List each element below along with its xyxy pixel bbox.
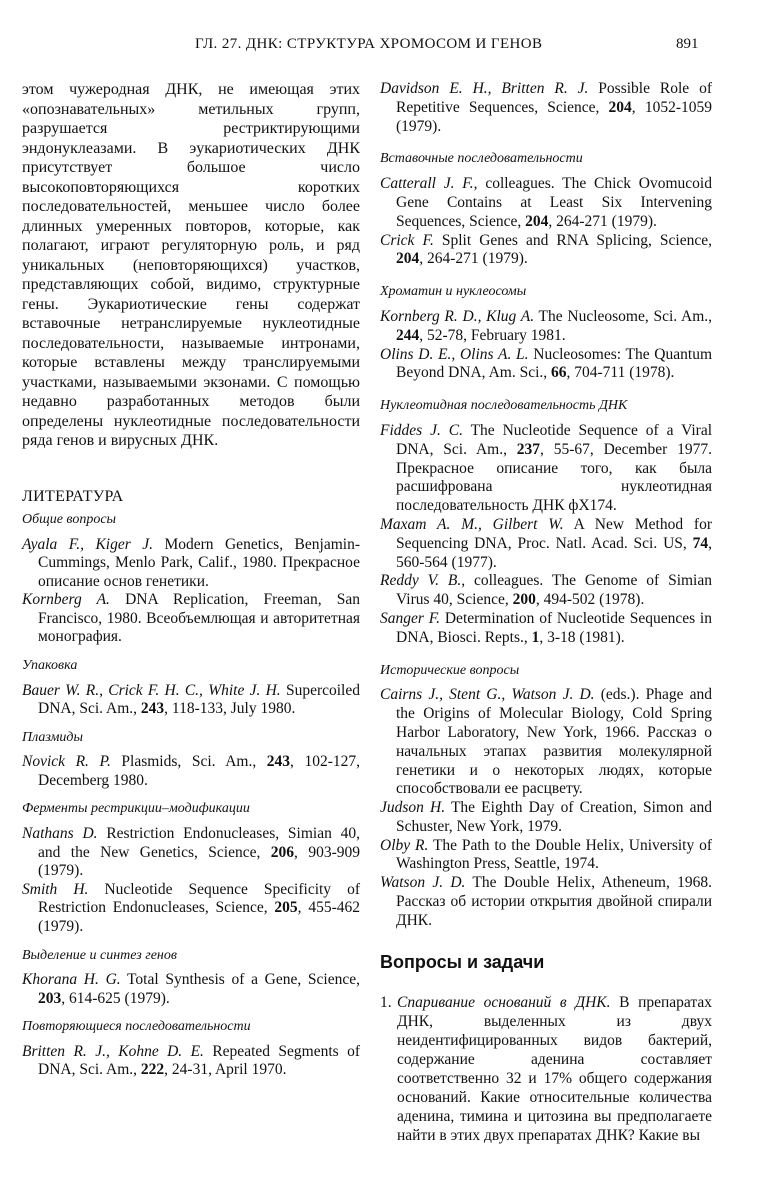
reference-authors: Crick F.: [380, 231, 434, 249]
reference-entry: [22, 971, 360, 1008]
reference-authors: Olins D. E., Olins A. L.: [380, 345, 529, 363]
reference-authors: Olby R.: [380, 836, 429, 854]
reference-authors: Fiddes J. C.: [380, 421, 463, 439]
section-heading: Хроматин и нуклеосомы: [380, 284, 527, 300]
question-lead: Спаривание оснований в ДНК.: [397, 994, 611, 1012]
reference-text: Possible Role of Repetitive Sequences, Science,: [396, 80, 712, 116]
reference-authors: Smith H.: [22, 880, 89, 898]
reference-pages: , 264-271 (1979).: [548, 212, 657, 230]
section-heading: Общие вопросы: [22, 512, 117, 527]
reference-authors: Watson J. D.: [380, 874, 466, 892]
reference-authors: Judson H.: [380, 799, 446, 817]
reference-entry: [380, 422, 712, 516]
reference-entry: [22, 825, 360, 881]
reference-volume: 74: [692, 534, 709, 552]
reference-pages: , 494-502 (1978).: [535, 591, 645, 609]
reference-volume: 237: [516, 440, 541, 458]
reference-entry: [22, 1043, 360, 1080]
reference-entry: [22, 753, 360, 790]
reference-entry: [380, 175, 712, 231]
reference-volume: 66: [551, 364, 567, 382]
reference-volume: 203: [38, 989, 62, 1007]
reference-pages: , 264-271 (1979).: [419, 250, 528, 268]
reference-authors: Khorana H. G.: [22, 971, 121, 988]
reference-entry: [380, 346, 712, 384]
question-item: [380, 993, 712, 1145]
page-number: 891: [676, 36, 699, 52]
reference-entry: [380, 799, 712, 837]
reference-volume: 206: [270, 843, 295, 861]
reference-authors: Bauer W. R., Crick F. H. C., White J. H.: [22, 681, 281, 699]
reference-volume: 244: [396, 326, 420, 344]
reference-volume: 222: [140, 1061, 165, 1079]
reference-entry: [380, 874, 712, 930]
reference-text: Nucleosomes: The Quantum Beyond DNA, Am. Sci.,: [396, 345, 712, 382]
reference-entry: [380, 686, 712, 799]
reference-authors: Sanger F.: [380, 609, 441, 627]
reference-text: , colleagues. The Chick Ovomucoid Gene Contains at Least Six Intervening Sequences, Science,: [396, 175, 712, 230]
reference-entry: [22, 591, 360, 647]
reference-text: A New Method for Sequencing DNA, Proc. Natl. Acad. Sci. US,: [396, 515, 712, 552]
reference-pages: , 24-31, April 1970.: [164, 1061, 287, 1079]
questions-list: [380, 993, 712, 1145]
section-heading: Исторические вопросы: [380, 662, 520, 678]
chapter-title: ГЛ. 27. ДНК: СТРУКТУРА ХРОМОСОМ И ГЕНОВ: [195, 36, 543, 52]
intro-paragraph: этом чужеродная ДНК, не имеющая этих «опознавательных» метильных групп, разрушается рестриктирующими эндонуклеазами. В эукариотических ДНК присутствует большое число высокоповторяющихся коротких последовательностей, меньшее число более длинных умеренных повторов, которые, как полагают, играют регуляторную роль, и ряд уникальных (неповторяющихся) участков, представляющих собой, видимо, структурные гены. Эукариотические гены содержат вставочные нетранслируемые нуклеотидные последовательности, называемые интронами, которые вставлены между транслируемыми участками, называемыми экзонами. С помощью недавно разработанных методов были определены нуклеотидные последовательности ряда генов и вирусных ДНК.: [22, 81, 360, 449]
reference-text: The Double Helix, Atheneum, 1968. Рассказ об истории открытия двойной спирали ДНК.: [396, 874, 712, 929]
reference-text: Repeated Segments of DNA, Sci. Am.,: [38, 1042, 360, 1079]
reference-text: DNA Replication, Freeman, San Francisco, 1980. Всеобъемлющая и авторитетная монография.: [38, 591, 360, 646]
reference-pages: , 704-711 (1978).: [566, 364, 675, 382]
reference-entry: [380, 610, 712, 648]
questions-title: Вопросы и задачи: [380, 951, 545, 972]
reference-text: Plasmids, Sci. Am.,: [110, 753, 267, 771]
reference-pages: , 614-625 (1979).: [61, 989, 170, 1007]
reference-volume: 204: [608, 98, 632, 116]
right-column: [380, 80, 712, 1145]
reference-volume: 243: [140, 700, 165, 718]
reference-authors: Nathans D.: [22, 824, 98, 842]
reference-entry: [380, 572, 712, 610]
reference-volume: 205: [274, 899, 298, 917]
reference-entry: [22, 682, 360, 719]
reference-pages: , 52-78, February 1981.: [419, 326, 566, 344]
reference-pages: , 102-127, Decemberg 1980.: [38, 753, 360, 789]
reference-pages: , 55-67, December 1977. Прекрасное описание того, как была расшифрована нуклеотидная последовательность ДНК фX174.: [396, 440, 712, 515]
section-heading: Выделение и синтез генов: [22, 947, 177, 963]
reference-authors: Davidson E. H., Britten R. J.: [380, 80, 589, 97]
reference-entry: [380, 80, 712, 136]
reference-volume: 1: [531, 628, 540, 646]
section-heading: Вставочные последовательности: [380, 151, 583, 167]
reference-text: Supercoiled DNA, Sci. Am.,: [38, 681, 360, 718]
section-heading: Ферменты рестрикции–модификации: [22, 801, 250, 817]
reference-text: The Path to the Double Helix, University of Washington Press, Seattle, 1974.: [396, 836, 713, 873]
section-heading: Упаковка: [22, 658, 78, 674]
reference-volume: 200: [512, 591, 536, 609]
section-heading: Нуклеотидная последовательность ДНК: [380, 398, 628, 414]
section-heading: Повторяющиеся последовательности: [22, 1019, 251, 1035]
reference-authors: Ayala F., Kiger J.: [22, 535, 153, 553]
reference-entry: [22, 536, 360, 592]
question-body: В препаратах ДНК, выделенных из двух неидентифицированных видов бактерий, содержание аденина составляет соответственно 32 и 17% общего содержания оснований. Какие относительные количества аденина, тимина и цитозина вы предполагаете найти в этих двух препаратах ДНК? Какие вы: [397, 994, 712, 1145]
reference-volume: 204: [396, 250, 420, 268]
reference-authors: Kornberg R. D., Klug A.: [380, 307, 535, 325]
left-column: [22, 80, 360, 1080]
reference-text: The Nucleotide Sequence of a Viral DNA, Sci. Am.,: [396, 421, 713, 458]
reference-text: Nucleotide Sequence Specificity of Restriction Endonucleases, Science,: [38, 880, 361, 917]
reference-text: Split Genes and RNA Splicing, Science,: [433, 231, 712, 249]
reference-authors: Novick R. P.: [22, 753, 111, 771]
reference-text: (eds.). Phage and the Origins of Molecular Biology, Cold Spring Harbor Laboratory, New York, 1966. Рассказ о начальных этапах развития молекулярной генетики и о некоторых людях, которые способствовали ее расцвету.: [396, 686, 712, 798]
question-number: 1.: [380, 994, 392, 1012]
reference-volume: 204: [525, 212, 549, 230]
reference-pages: , 560-564 (1977).: [396, 534, 712, 571]
reference-text: The Nucleosome, Sci. Am.,: [534, 307, 713, 325]
literature-title: ЛИТЕРАТУРА: [22, 487, 124, 505]
reference-volume: 243: [266, 753, 291, 771]
reference-text: Total Synthesis of a Gene, Science,: [120, 971, 360, 988]
literature-sections: [22, 510, 360, 1080]
reference-authors: Cairns J., Stent G., Watson J. D.: [380, 686, 595, 704]
running-header: [0, 36, 777, 58]
reference-authors: Britten R. J., Kohne D. E.: [22, 1042, 204, 1060]
reference-pages: , 903-909 (1979).: [38, 843, 360, 880]
question-text: [397, 993, 712, 1145]
reference-pages: , 118-133, July 1980.: [164, 700, 296, 718]
reference-text: The Eighth Day of Creation, Simon and Schuster, New York, 1979.: [396, 799, 712, 835]
reference-authors: Reddy V. B.: [380, 572, 462, 590]
section-heading: Плазмиды: [22, 729, 83, 745]
reference-text: Modern Genetics, Benjamin-Cummings, Menlo Park, Calif., 1980. Прекрасное описание основ генетики.: [38, 535, 360, 590]
reference-text: Determination of Nucleotide Sequences in DNA, Biosci. Repts.,: [396, 609, 712, 646]
reference-entry: [380, 308, 712, 346]
reference-text: Restriction Endonucleases, Simian 40, and the New Genetics, Science,: [38, 824, 361, 861]
reference-entry: [380, 232, 712, 270]
right-literature-sections: [380, 80, 712, 931]
reference-pages: , 455-462 (1979).: [38, 899, 360, 935]
reference-entry: [22, 881, 360, 937]
reference-authors: Maxam A. M., Gilbert W.: [380, 515, 564, 533]
reference-pages: , 3-18 (1981).: [539, 628, 625, 646]
reference-entry: [380, 837, 712, 875]
reference-authors: Kornberg A.: [22, 591, 110, 609]
reference-pages: , 1052-1059 (1979).: [396, 98, 712, 135]
reference-text: , colleagues. The Genome of Simian Virus 40, Science,: [396, 572, 712, 609]
reference-entry: [380, 516, 712, 572]
reference-authors: Catterall J. F.: [380, 175, 474, 193]
